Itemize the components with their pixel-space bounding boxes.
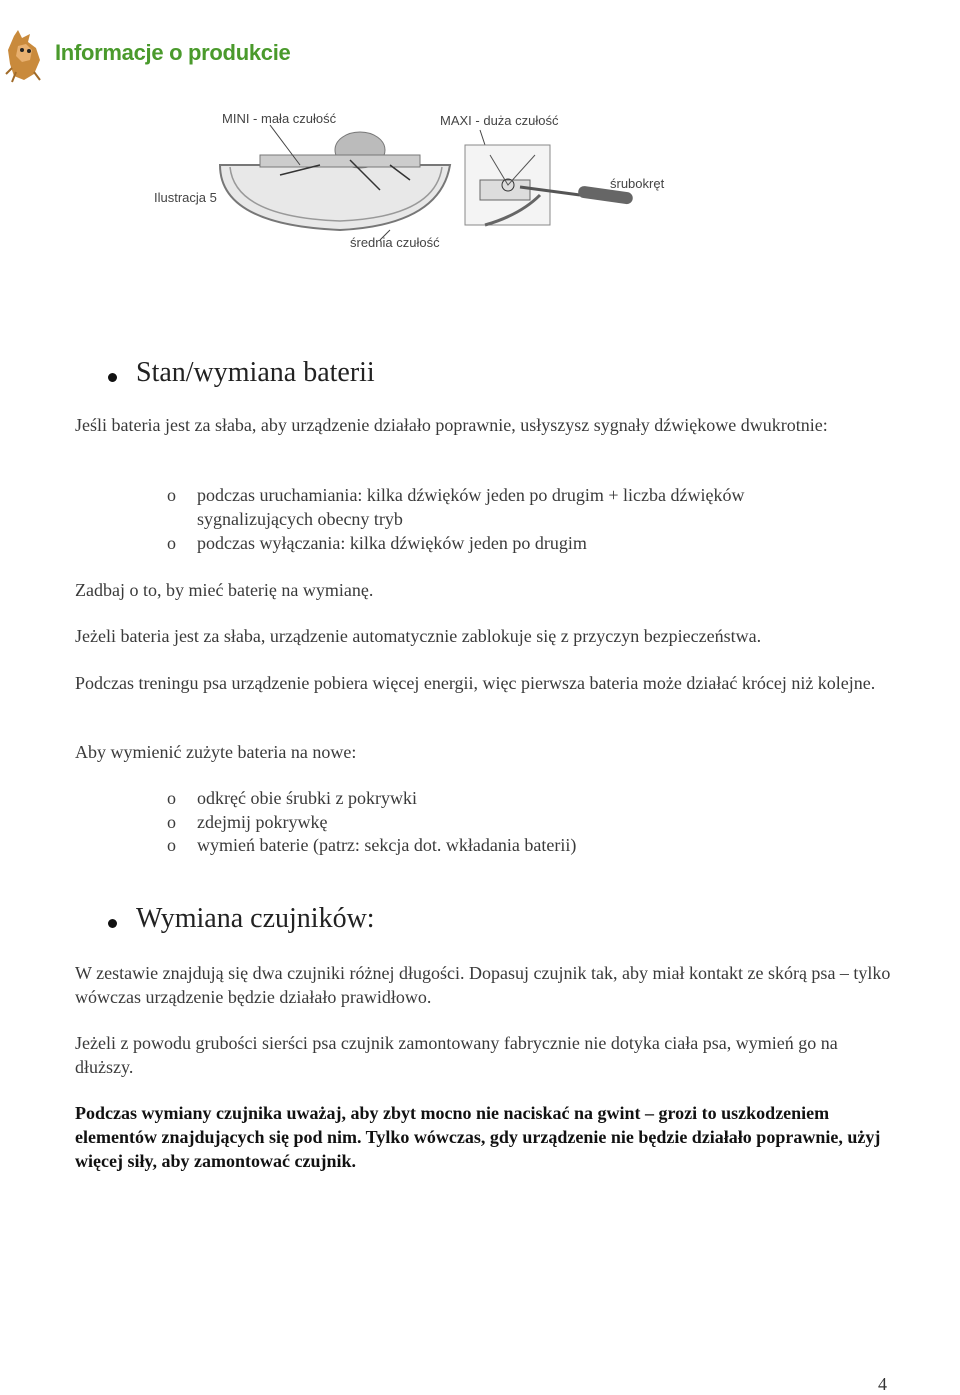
warning-paragraph: Podczas wymiany czujnika uważaj, aby zbyt mocno nie naciskać na gwint – grozi to uszkodzeniem elementów znajdujących się pod nim. Tylko wówczas, gdy urządzenie nie będzie działało poprawnie, użyj więcej siły, aby zamontować czujnik. <box>75 1103 881 1171</box>
paragraph: Zadbaj o to, by mieć baterię na wymianę. <box>75 580 374 600</box>
paragraph: Jeżeli z powodu grubości sierści psa czujnik zamontowany fabrycznie nie dotyka ciała psa, wymień go na dłuższy. <box>75 1033 838 1077</box>
bullet-icon <box>108 373 117 382</box>
label-figure: Ilustracja 5 <box>154 190 217 205</box>
page-number: 4 <box>878 1374 887 1394</box>
sensitivity-illustration <box>150 105 690 265</box>
paragraph: Podczas treningu psa urządzenie pobiera więcej energii, więc pierwsza bateria może działać krócej niż kolejne. <box>75 673 876 693</box>
label-mini: MINI - mała czułość <box>222 111 337 126</box>
header-title: Informacje o produkcie <box>55 40 291 65</box>
label-medium: średnia czułość <box>350 235 440 250</box>
paragraph: Aby wymienić zużyte bateria na nowe: <box>75 742 357 762</box>
bullet-icon <box>108 919 117 928</box>
label-screwdriver: śrubokręt <box>610 176 665 191</box>
paragraph: W zestawie znajdują się dwa czujniki różnej długości. Dopasuj czujnik tak, aby miał kontakt ze skórą psa – tylko wówczas urządzenie będzie działało prawidłowo. <box>75 963 891 1007</box>
page-header <box>0 22 400 92</box>
paragraph: Jeżeli bateria jest za słaba, urządzenie automatycznie zablokuje się z przyczyn bezpieczeństwa. <box>75 626 762 646</box>
dog-logo-icon <box>4 28 50 84</box>
label-maxi: MAXI - duża czułość <box>440 113 559 128</box>
paragraph: Jeśli bateria jest za słaba, aby urządzenie działało poprawnie, usłyszysz sygnały dźwiękowe dwukrotnie: <box>75 415 828 435</box>
